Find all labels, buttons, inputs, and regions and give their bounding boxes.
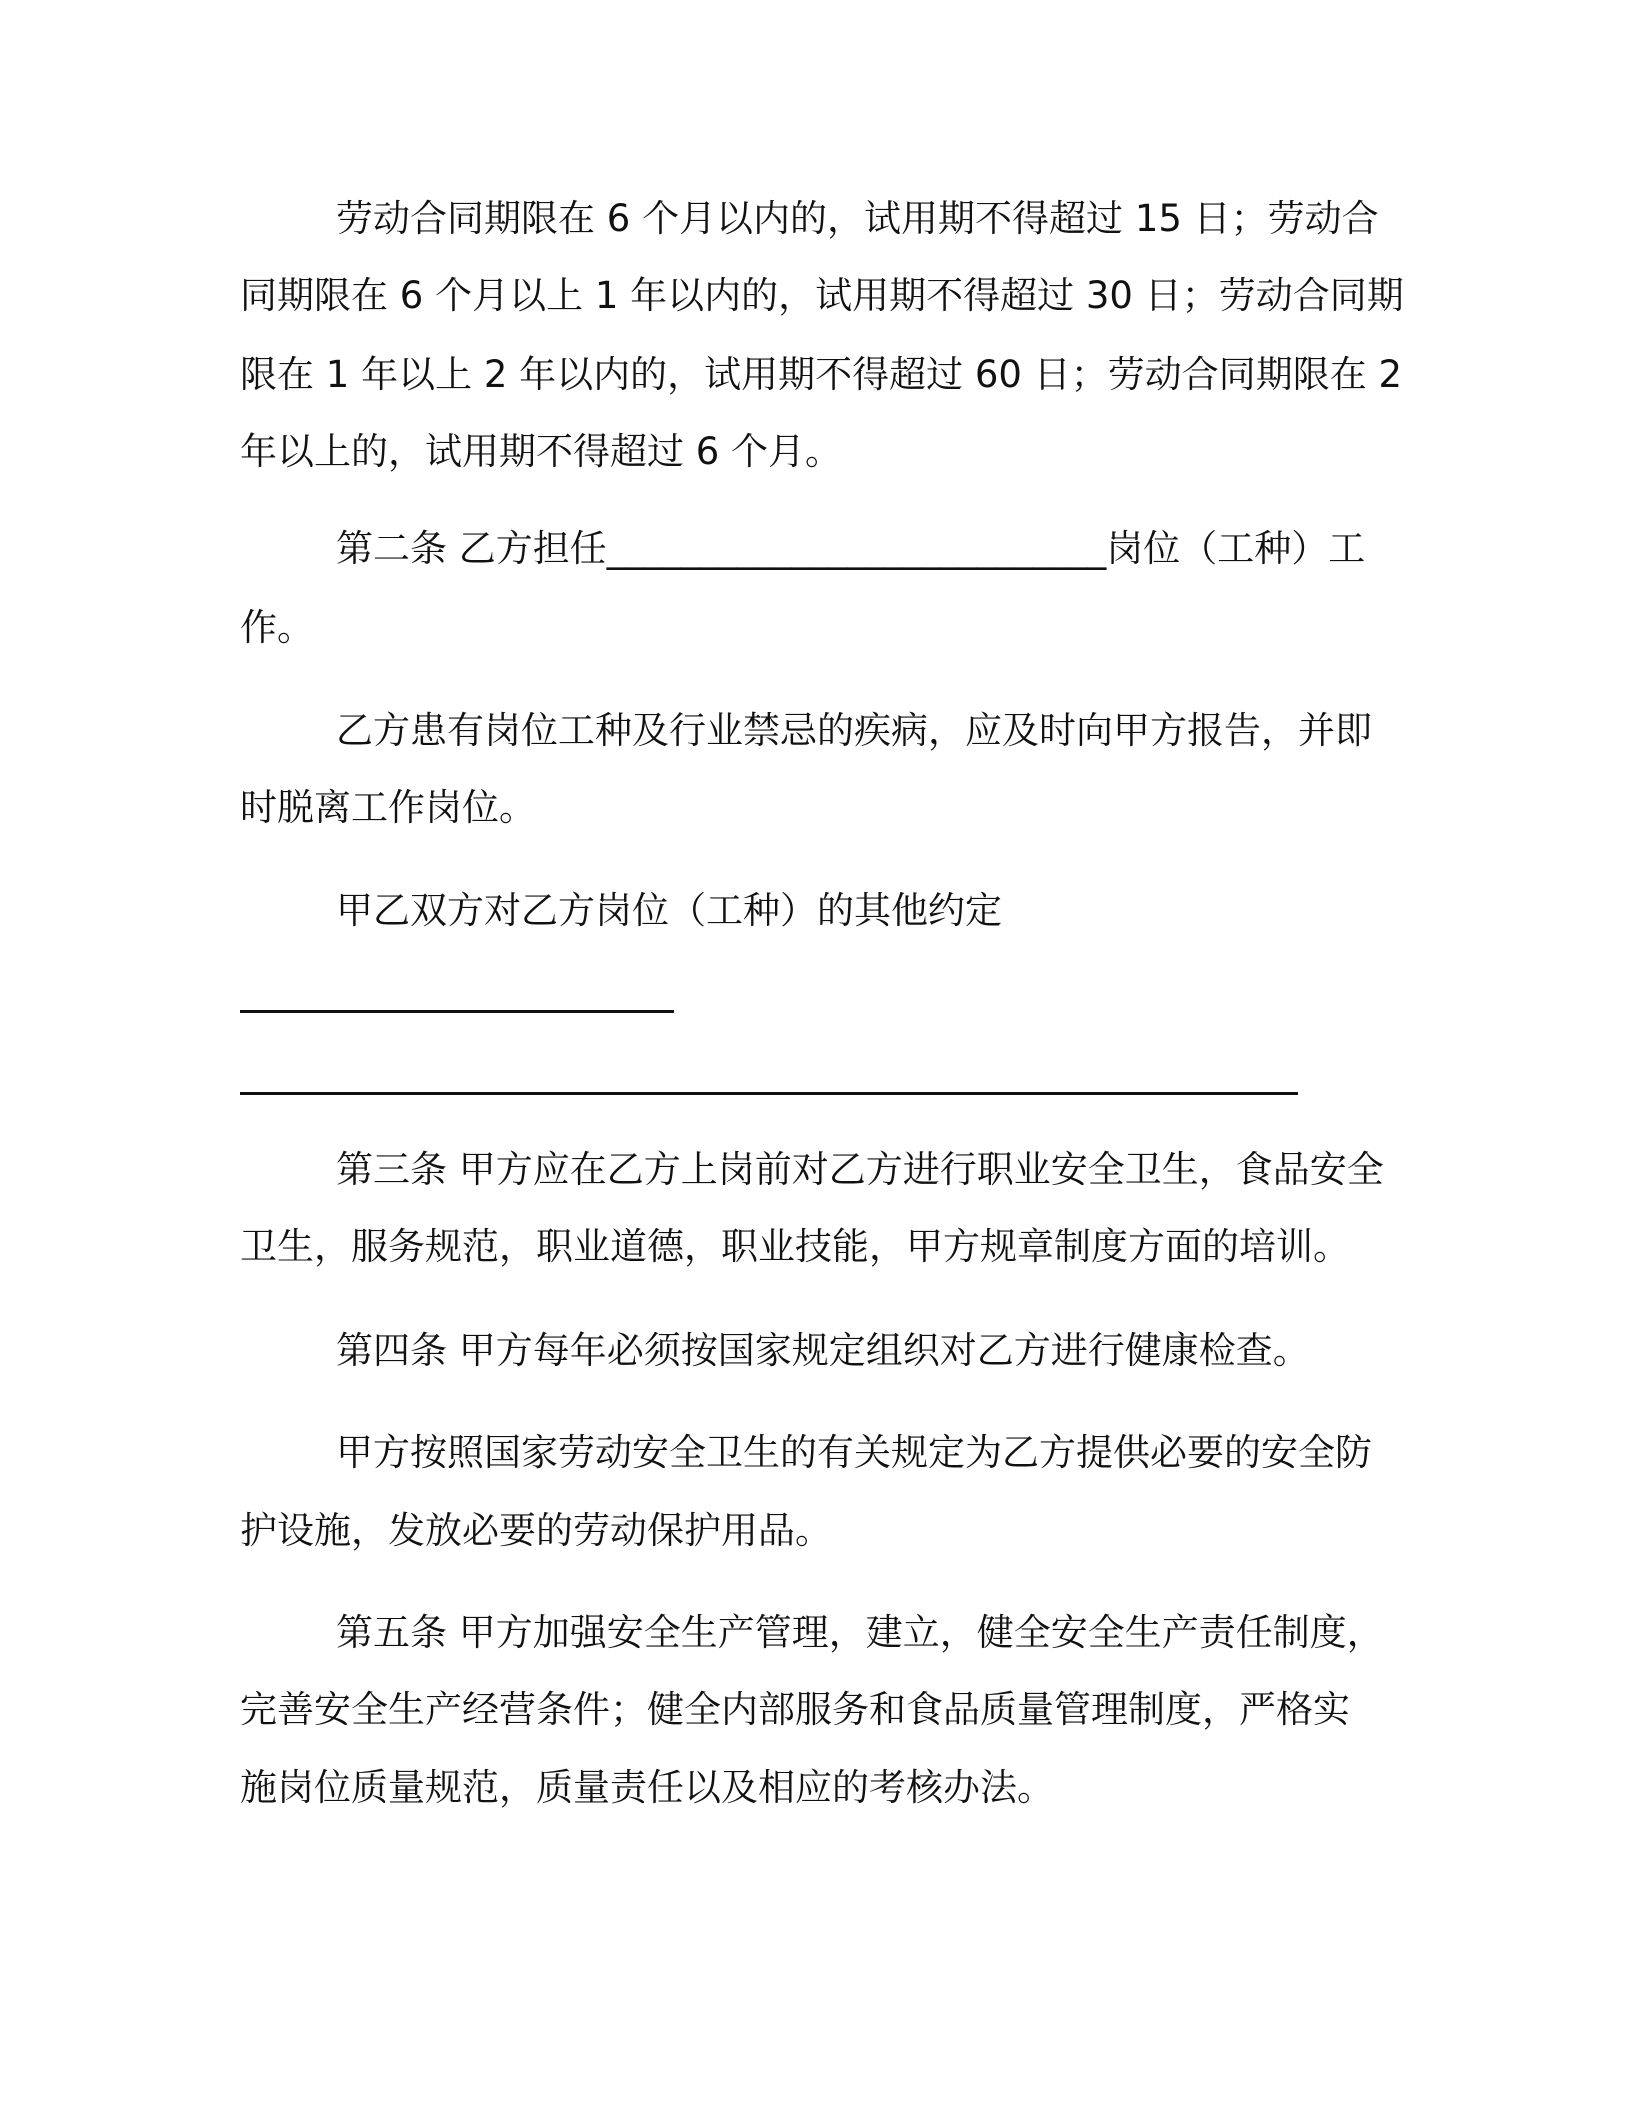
- safety-equipment-line-1: 甲方按照国家劳动安全卫生的有关规定为乙方提供必要的安全防: [336, 1431, 1372, 1474]
- other-agreement-line: 甲乙双方对乙方岗位（工种）的其他约定: [336, 889, 1002, 932]
- article-5-line-3: 施岗位质量规范，质量责任以及相应的考核办法。: [240, 1766, 1054, 1809]
- paragraph-probation-line-2: 同期限在 6 个月以上 1 年以内的，试用期不得超过 30 日；劳动合同期: [240, 274, 1404, 317]
- article-5-line-2: 完善安全生产经营条件；健全内部服务和食品质量管理制度，严格实: [240, 1688, 1350, 1731]
- paragraph-probation-line-4: 年以上的，试用期不得超过 6 个月。: [240, 430, 843, 473]
- article-5-line-1: 第五条 甲方加强安全生产管理，建立，健全安全生产责任制度，: [336, 1611, 1384, 1654]
- disease-report-line-2: 时脱离工作岗位。: [240, 786, 536, 829]
- article-4-line: 第四条 甲方每年必须按国家规定组织对乙方进行健康检查。: [336, 1329, 1310, 1372]
- blank-fill-line-2: [240, 1092, 1298, 1095]
- article-3-line-1: 第三条 甲方应在乙方上岗前对乙方进行职业安全卫生，食品安全: [336, 1148, 1384, 1191]
- article-2-line-2: 作。: [240, 606, 314, 649]
- safety-equipment-line-2: 护设施，发放必要的劳动保护用品。: [240, 1509, 832, 1552]
- paragraph-probation-line-3: 限在 1 年以上 2 年以内的，试用期不得超过 60 日；劳动合同期限在 2: [240, 353, 1403, 396]
- article-2-line-1: 第二条 乙方担任___________________________岗位（工种）工: [336, 527, 1366, 570]
- disease-report-line-1: 乙方患有岗位工种及行业禁忌的疾病，应及时向甲方报告，并即: [336, 709, 1372, 752]
- article-3-line-2: 卫生，服务规范，职业道德，职业技能，甲方规章制度方面的培训。: [240, 1225, 1350, 1268]
- blank-fill-line-1: [240, 1010, 674, 1013]
- paragraph-probation-line-1: 劳动合同期限在 6 个月以内的，试用期不得超过 15 日；劳动合: [336, 197, 1379, 240]
